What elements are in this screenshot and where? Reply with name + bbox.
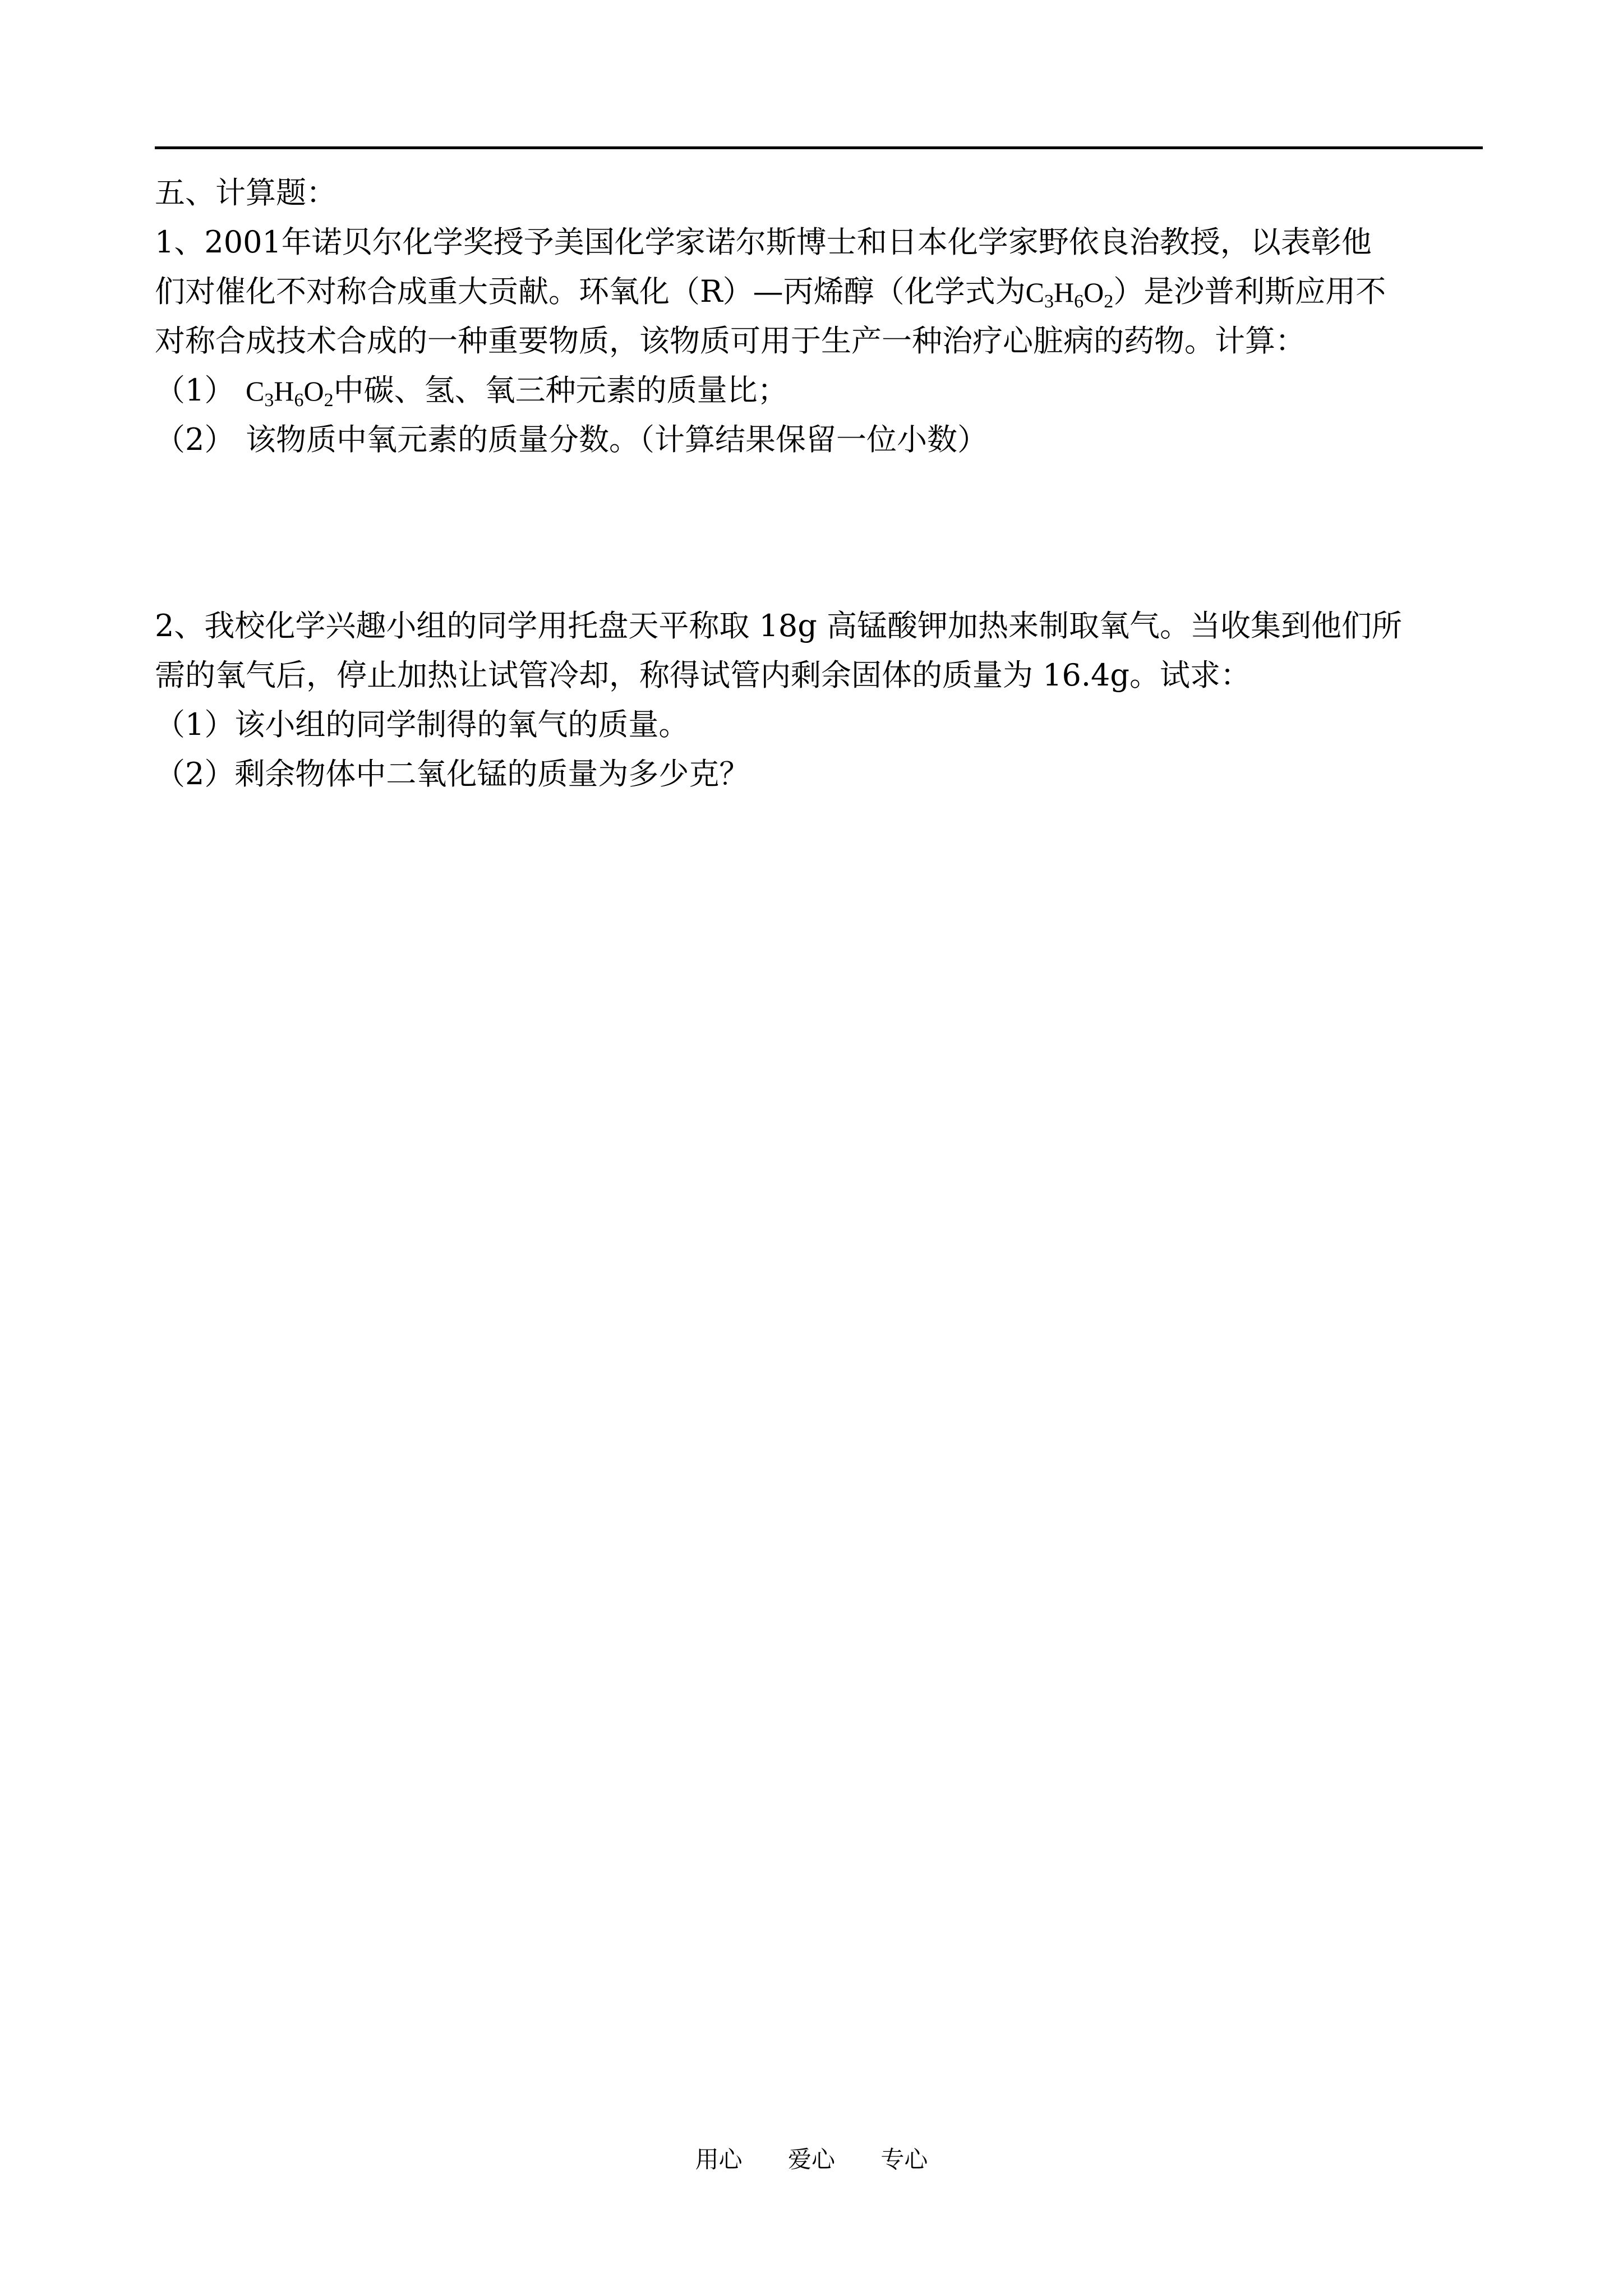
footer-item: 用心 (695, 2146, 743, 2173)
page-footer (0, 2144, 1623, 2175)
document-content (155, 168, 1483, 799)
footer-item: 专心 (880, 2146, 928, 2173)
chemical-formula: $C_3H_6O_2$ (1025, 277, 1114, 312)
question-1-line-2 (155, 267, 1483, 316)
question-2-sub-2: （2）剩余物体中二氧化锰的质量为多少克？ (155, 756, 750, 792)
section-title: 五、计算题： (155, 175, 336, 210)
question-1-sub-1-text: 中碳、氢、氧三种元素的质量比； (333, 372, 788, 408)
question-1-sub-2 (155, 415, 1483, 464)
question-1-line-2-suffix: ）是沙普利斯应用不 (1113, 274, 1386, 309)
question-1-sub-2-label: （2） (155, 422, 235, 457)
question-1-line-1: 1、2001年诺贝尔化学奖授予美国化学家诺尔斯博士和日本化学家野依良治教授，以表彰他 (155, 224, 1372, 260)
footer-item: 爱心 (787, 2146, 835, 2173)
question-1 (155, 218, 1483, 464)
question-1-line-3: 对称合成技术合成的一种重要物质，该物质可用于生产一种治疗心脏病的药物。计算： (155, 323, 1306, 358)
question-1-sub-2-text: 该物质中氧元素的质量分数。（计算结果保留一位小数） (246, 422, 988, 457)
question-1-sub-1-label: （1） (155, 372, 235, 408)
question-1-sub-1 (155, 366, 1483, 415)
question-2-sub-1: （1）该小组的同学制得的氧气的质量。 (155, 707, 689, 742)
answer-space (155, 464, 1483, 601)
question-2-line-2: 需的氧气后，停止加热让试管冷却，称得试管内剩余固体的质量为 16.4g。试求： (155, 657, 1251, 693)
question-1-line-2-text: 们对催化不对称合成重大贡献。环氧化（R）—丙烯醇（化学式为 (155, 274, 1026, 309)
header-rule (155, 146, 1483, 149)
chemical-formula-2: $C_3H_6O_2$ (246, 375, 334, 411)
question-2 (155, 601, 1483, 799)
question-2-line-1: 2、我校化学兴趣小组的同学用托盘天平称取 18g 高锰酸钾加热来制取氧气。当收集到他们所 (155, 608, 1402, 643)
